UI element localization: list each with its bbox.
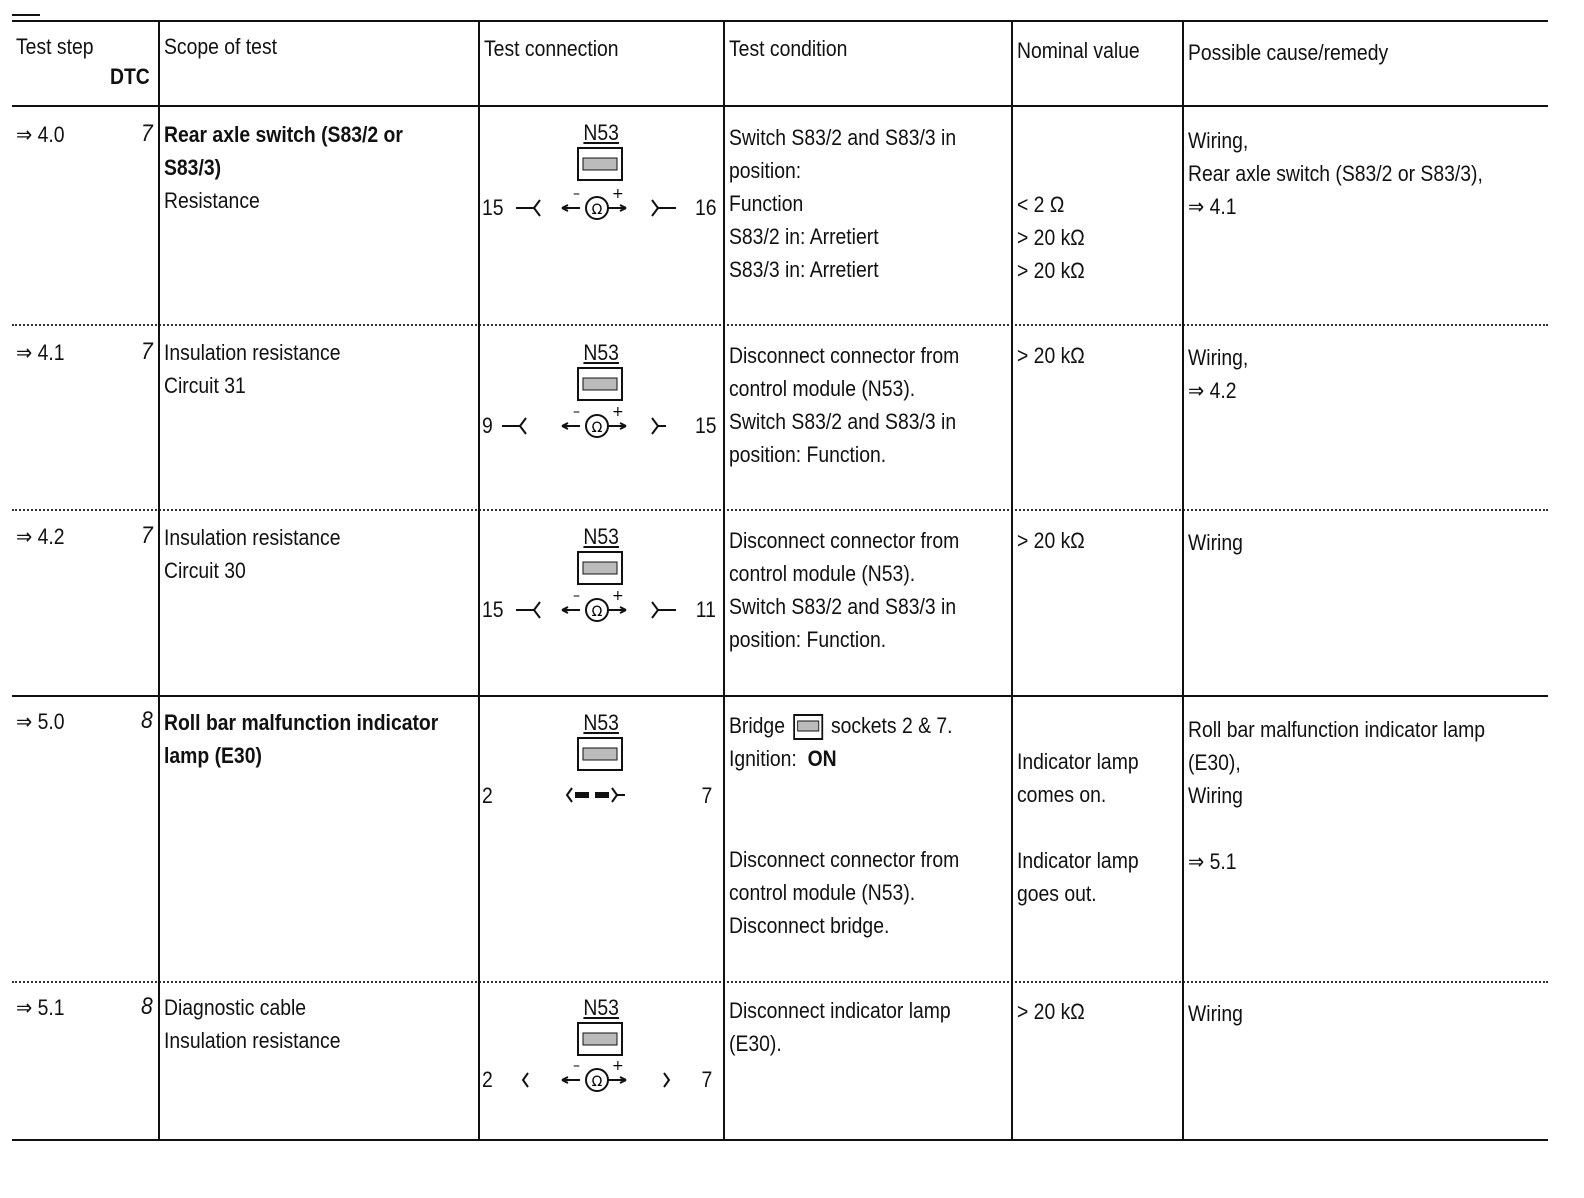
row-4-2-condition-4: position: Function. bbox=[729, 627, 887, 652]
rule-row-4 bbox=[12, 981, 1548, 983]
svg-text:–: – bbox=[573, 404, 580, 420]
svg-text:+: + bbox=[612, 404, 624, 420]
row-5-1-condition-2: (E30). bbox=[729, 1031, 782, 1056]
connector-module-label: N53 bbox=[583, 710, 619, 735]
connector-left-pin: 15 bbox=[482, 195, 504, 220]
row-4-0-connection-diagram bbox=[480, 118, 724, 228]
row-5-1-connection-diagram bbox=[480, 993, 724, 1103]
ignition-label: Ignition: bbox=[729, 746, 797, 771]
row-5-0-cause-b-1: ⇒ 5.1 bbox=[1188, 849, 1237, 874]
row-5-0-dtc: 8 bbox=[141, 707, 153, 734]
col-divider-5 bbox=[1182, 20, 1184, 1140]
row-5-1-scope-1: Diagnostic cable bbox=[164, 995, 307, 1020]
row-5-1-condition-1: Disconnect indicator lamp bbox=[729, 998, 951, 1023]
row-5-0-nominal-a-1: Indicator lamp bbox=[1017, 749, 1139, 774]
rule-row-3 bbox=[12, 695, 1548, 697]
row-4-0-step: ⇒ 4.0 bbox=[16, 122, 65, 147]
bridge-word: Bridge bbox=[729, 713, 785, 738]
row-4-1-connection-diagram bbox=[480, 338, 724, 448]
rule-bottom bbox=[12, 1139, 1548, 1141]
connector-right-pin: 7 bbox=[701, 1067, 712, 1092]
row-4-0-nominal-2: > 20 kΩ bbox=[1017, 225, 1085, 250]
connector-module-label: N53 bbox=[583, 524, 619, 549]
row-5-0-scope-title-2: lamp (E30) bbox=[164, 743, 262, 768]
rule-top-short bbox=[12, 14, 40, 16]
row-4-0-nominal-1: < 2 Ω bbox=[1017, 192, 1065, 217]
row-5-0-condition-b-3: Disconnect bridge. bbox=[729, 913, 890, 938]
row-5-0-condition-b-2: control module (N53). bbox=[729, 880, 916, 905]
row-5-0-step: ⇒ 5.0 bbox=[16, 709, 65, 734]
row-5-0-condition-bridge bbox=[729, 709, 953, 742]
row-4-0-cause-2: Rear axle switch (S83/2 or S83/3), bbox=[1188, 161, 1483, 186]
connector-module-label: N53 bbox=[583, 120, 619, 145]
connector-module-label: N53 bbox=[583, 995, 619, 1020]
row-5-0-condition-ignition bbox=[729, 742, 837, 775]
row-5-1-scope-2: Insulation resistance bbox=[164, 1028, 341, 1053]
row-5-1-dtc: 8 bbox=[141, 993, 153, 1020]
header-scope: Scope of test bbox=[164, 34, 278, 59]
row-4-1-step: ⇒ 4.1 bbox=[16, 340, 65, 365]
ohmmeter-diagram bbox=[480, 118, 724, 228]
row-5-0-cause-a-2: (E30), bbox=[1188, 750, 1241, 775]
ignition-value: ON bbox=[807, 746, 837, 771]
svg-text:–: – bbox=[573, 588, 580, 604]
row-4-2-dtc: 7 bbox=[141, 522, 153, 549]
connector-left-pin: 9 bbox=[482, 413, 493, 438]
ohmmeter-diagram bbox=[480, 522, 724, 632]
row-4-1-dtc: 7 bbox=[141, 338, 153, 365]
col-divider-1 bbox=[158, 20, 160, 1140]
col-divider-4 bbox=[1011, 20, 1013, 1140]
row-5-0-scope-title-1: Roll bar malfunction indicator bbox=[164, 710, 439, 735]
row-4-2-condition-1: Disconnect connector from bbox=[729, 528, 960, 553]
connector-right-pin: 7 bbox=[701, 783, 712, 808]
svg-text:Ω: Ω bbox=[591, 202, 603, 218]
row-4-2-condition-3: Switch S83/2 and S83/3 in bbox=[729, 594, 957, 619]
row-4-0-cause-3: ⇒ 4.1 bbox=[1188, 194, 1237, 219]
row-4-1-cause-1: Wiring, bbox=[1188, 345, 1249, 370]
row-5-0-cause-a-1: Roll bar malfunction indicator lamp bbox=[1188, 717, 1485, 742]
row-4-2-connection-diagram bbox=[480, 522, 724, 632]
connector-right-pin: 11 bbox=[695, 597, 716, 622]
row-5-1-cause-1: Wiring bbox=[1188, 1001, 1243, 1026]
row-4-2-cause-1: Wiring bbox=[1188, 530, 1243, 555]
row-5-0-nominal-b-1: Indicator lamp bbox=[1017, 848, 1139, 873]
svg-text:Ω: Ω bbox=[591, 1074, 603, 1090]
header-cause: Possible cause/remedy bbox=[1188, 40, 1389, 65]
rule-top bbox=[12, 20, 1548, 22]
row-4-2-scope-2: Circuit 30 bbox=[164, 558, 246, 583]
bridge-diagram bbox=[480, 708, 724, 818]
row-5-0-nominal-a-2: comes on. bbox=[1017, 782, 1107, 807]
connector-icon bbox=[790, 713, 825, 741]
row-4-0-condition-1: Switch S83/2 and S83/3 in bbox=[729, 125, 957, 150]
row-4-2-condition-2: control module (N53). bbox=[729, 561, 916, 586]
row-4-2-step: ⇒ 4.2 bbox=[16, 524, 65, 549]
ohmmeter-diagram bbox=[480, 338, 724, 448]
row-4-0-scope-title-2: S83/3) bbox=[164, 155, 222, 180]
row-4-1-condition-1: Disconnect connector from bbox=[729, 343, 960, 368]
svg-text:+: + bbox=[612, 1058, 624, 1074]
connector-left-pin: 15 bbox=[482, 597, 504, 622]
header-connection: Test connection bbox=[484, 36, 619, 61]
header-condition: Test condition bbox=[729, 36, 848, 61]
header-dtc: DTC bbox=[110, 64, 150, 89]
row-4-0-condition-3: Function bbox=[729, 191, 804, 216]
header-nominal: Nominal value bbox=[1017, 38, 1140, 63]
row-4-0-dtc: 7 bbox=[141, 120, 153, 147]
row-4-0-condition-2: position: bbox=[729, 158, 802, 183]
connector-right-pin: 16 bbox=[694, 195, 716, 220]
row-4-2-scope-1: Insulation resistance bbox=[164, 525, 341, 550]
svg-text:Ω: Ω bbox=[591, 604, 603, 620]
svg-text:–: – bbox=[573, 186, 580, 202]
row-4-1-condition-2: control module (N53). bbox=[729, 376, 916, 401]
connector-left-pin: 2 bbox=[482, 1067, 493, 1092]
header-test-step: Test step bbox=[16, 34, 94, 59]
svg-text:Ω: Ω bbox=[591, 420, 603, 436]
row-5-0-nominal-b-2: goes out. bbox=[1017, 881, 1097, 906]
svg-text:+: + bbox=[612, 186, 624, 202]
bridge-sockets: sockets 2 & 7. bbox=[830, 713, 953, 738]
row-5-0-condition-b-1: Disconnect connector from bbox=[729, 847, 960, 872]
row-4-2-nominal-1: > 20 kΩ bbox=[1017, 528, 1085, 553]
row-4-0-scope-1: Resistance bbox=[164, 188, 260, 213]
row-4-0-condition-5: S83/3 in: Arretiert bbox=[729, 257, 879, 282]
row-4-1-condition-4: position: Function. bbox=[729, 442, 887, 467]
row-4-1-condition-3: Switch S83/2 and S83/3 in bbox=[729, 409, 957, 434]
row-4-0-cause-1: Wiring, bbox=[1188, 128, 1249, 153]
row-4-1-cause-2: ⇒ 4.2 bbox=[1188, 378, 1237, 403]
row-4-1-scope-1: Insulation resistance bbox=[164, 340, 341, 365]
connector-left-pin: 2 bbox=[482, 783, 493, 808]
row-4-0-condition-4: S83/2 in: Arretiert bbox=[729, 224, 879, 249]
rule-row-1 bbox=[12, 324, 1548, 326]
row-5-1-step: ⇒ 5.1 bbox=[16, 995, 65, 1020]
connector-module-label: N53 bbox=[583, 340, 619, 365]
row-5-1-nominal-1: > 20 kΩ bbox=[1017, 999, 1085, 1024]
svg-text:+: + bbox=[612, 588, 624, 604]
connector-right-pin: 15 bbox=[694, 413, 716, 438]
row-4-0-nominal-3: > 20 kΩ bbox=[1017, 258, 1085, 283]
row-4-1-nominal-1: > 20 kΩ bbox=[1017, 343, 1085, 368]
rule-row-2 bbox=[12, 509, 1548, 511]
svg-text:–: – bbox=[573, 1058, 580, 1074]
row-4-0-scope-title-1: Rear axle switch (S83/2 or bbox=[164, 122, 403, 147]
row-5-0-connection-diagram bbox=[480, 708, 724, 818]
ohmmeter-diagram bbox=[480, 993, 724, 1103]
row-5-0-cause-a-3: Wiring bbox=[1188, 783, 1243, 808]
rule-header-bottom bbox=[12, 105, 1548, 107]
row-4-1-scope-2: Circuit 31 bbox=[164, 373, 246, 398]
